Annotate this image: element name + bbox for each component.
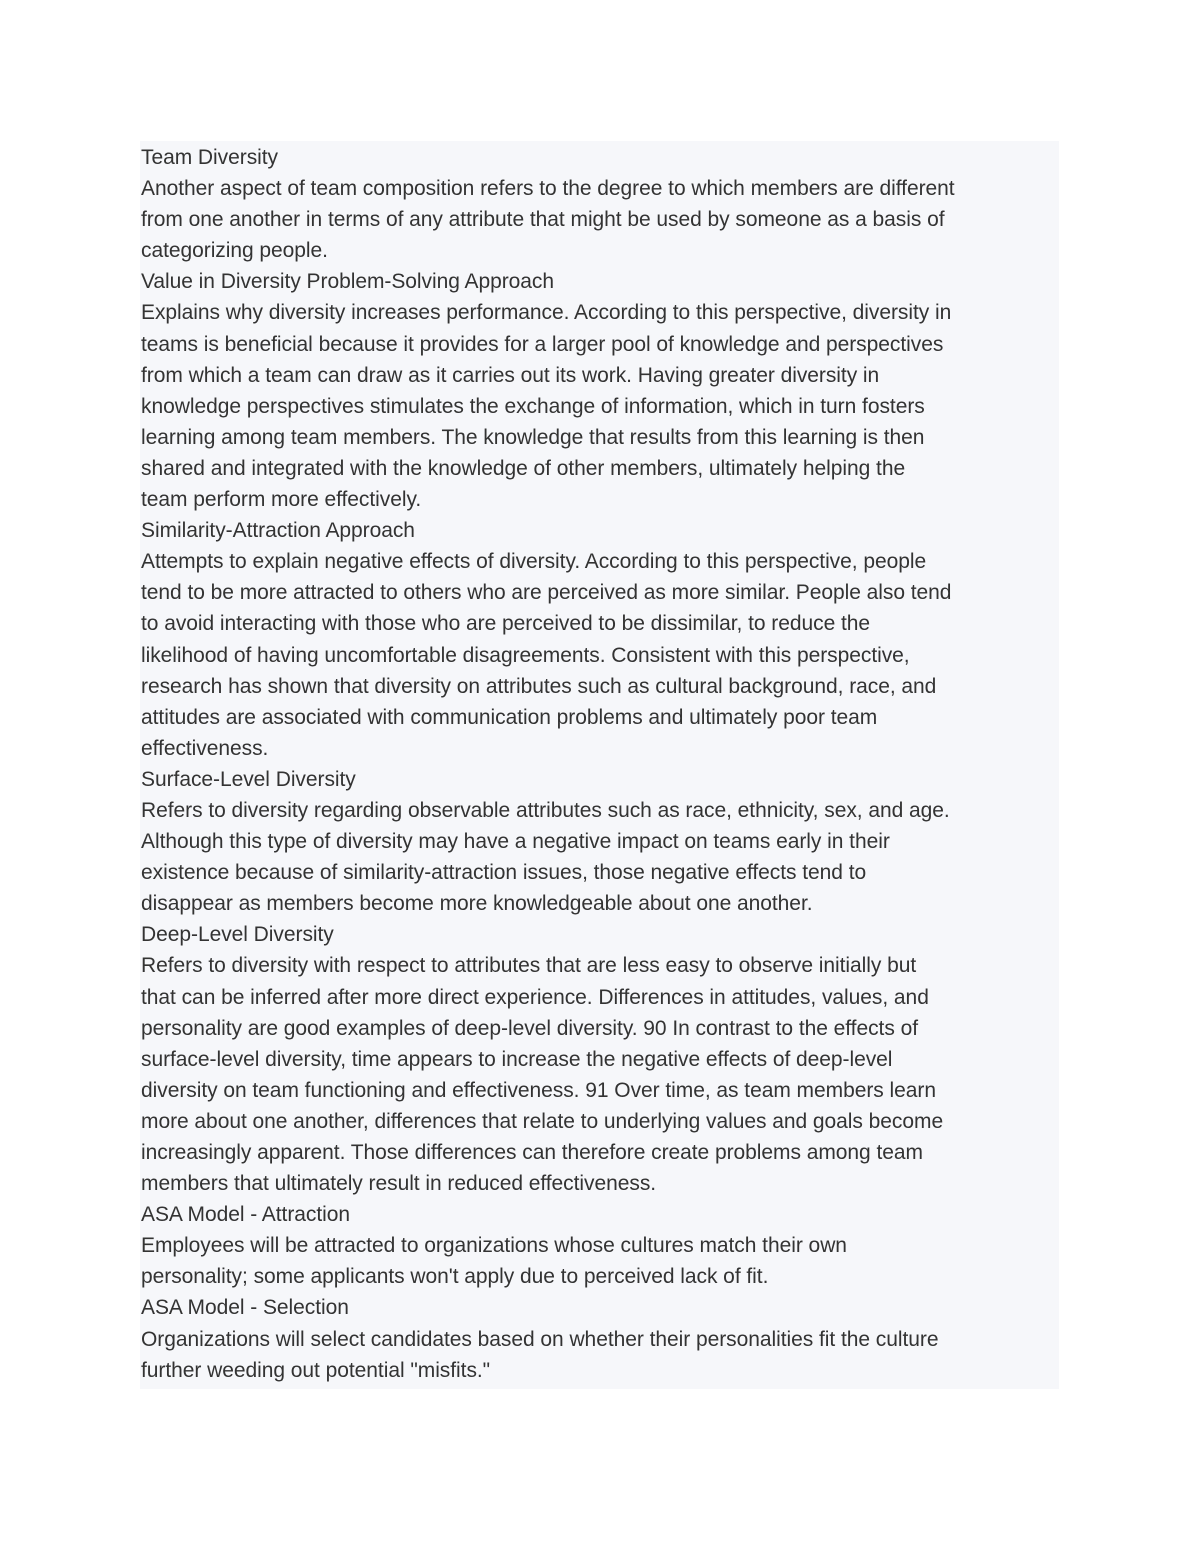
text-line: Employees will be attracted to organizations whose cultures match their own xyxy=(141,1234,847,1258)
heading-deep-level-diversity: Deep-Level Diversity xyxy=(141,923,334,947)
heading-surface-level-diversity: Surface-Level Diversity xyxy=(141,767,356,791)
text-line: Organizations will select candidates based on whether their personalities fit the culture xyxy=(141,1327,939,1351)
text-line: likelihood of having uncomfortable disagreements. Consistent with this perspective, xyxy=(141,643,910,667)
text-line: more about one another, differences that relate to underlying values and goals become xyxy=(141,1109,944,1133)
heading-asa-model-selection: ASA Model - Selection xyxy=(141,1296,349,1320)
text-line: Another aspect of team composition refers to the degree to which members are different xyxy=(141,177,955,201)
text-line: Refers to diversity with respect to attributes that are less easy to observe initially but xyxy=(141,954,917,978)
text-line: Explains why diversity increases performance. According to this perspective, diversity in xyxy=(141,301,952,325)
text-line: teams is beneficial because it provides for a larger pool of knowledge and perspectives xyxy=(141,332,944,356)
text-line: from which a team can draw as it carries out its work. Having greater diversity in xyxy=(141,363,880,387)
text-content-block xyxy=(140,141,1059,1389)
text-line: attitudes are associated with communication problems and ultimately poor team xyxy=(141,705,878,729)
text-line: learning among team members. The knowledge that results from this learning is then xyxy=(141,425,925,449)
heading-similarity-attraction: Similarity-Attraction Approach xyxy=(141,519,415,543)
text-line: diversity on team functioning and effectiveness. 91 Over time, as team members learn xyxy=(141,1078,936,1102)
text-line: Although this type of diversity may have a negative impact on teams early in their xyxy=(141,830,890,854)
text-line: categorizing people. xyxy=(141,239,328,263)
text-line: tend to be more attracted to others who are perceived as more similar. People also tend xyxy=(141,581,952,605)
text-line: existence because of similarity-attraction issues, those negative effects tend to xyxy=(141,861,867,885)
text-line: personality are good examples of deep-level diversity. 90 In contrast to the effects of xyxy=(141,1016,918,1040)
text-line: increasingly apparent. Those differences can therefore create problems among team xyxy=(141,1141,923,1164)
heading-team-diversity: Team Diversity xyxy=(141,146,278,169)
text-line: research has shown that diversity on attributes such as cultural background, race, and xyxy=(141,674,937,698)
text-line: personality; some applicants won't apply due to perceived lack of fit. xyxy=(141,1265,769,1289)
text-line: effectiveness. xyxy=(141,736,269,760)
text-line: knowledge perspectives stimulates the exchange of information, which in turn fosters xyxy=(141,394,925,418)
text-line: Refers to diversity regarding observable attributes such as race, ethnicity, sex, and age. xyxy=(141,798,950,822)
text-line: to avoid interacting with those who are perceived to be dissimilar, to reduce the xyxy=(141,612,871,636)
text-line: members that ultimately result in reduced effectiveness. xyxy=(141,1172,657,1196)
text-line: team perform more effectively. xyxy=(141,488,422,512)
text-line: from one another in terms of any attribute that might be used by someone as a basis of xyxy=(141,208,945,232)
text-line: shared and integrated with the knowledge of other members, ultimately helping the xyxy=(141,456,906,480)
heading-asa-model-attraction: ASA Model - Attraction xyxy=(141,1203,351,1227)
heading-value-in-diversity: Value in Diversity Problem-Solving Approach xyxy=(141,270,554,294)
text-line: surface-level diversity, time appears to increase the negative effects of deep-level xyxy=(141,1047,893,1071)
text-line: further weeding out potential "misfits." xyxy=(141,1358,491,1382)
text-line: Attempts to explain negative effects of diversity. According to this perspective, people xyxy=(141,550,927,574)
text-line: that can be inferred after more direct experience. Differences in attitudes, values, and xyxy=(141,985,929,1009)
text-line: disappear as members become more knowledgeable about one another. xyxy=(141,892,813,916)
